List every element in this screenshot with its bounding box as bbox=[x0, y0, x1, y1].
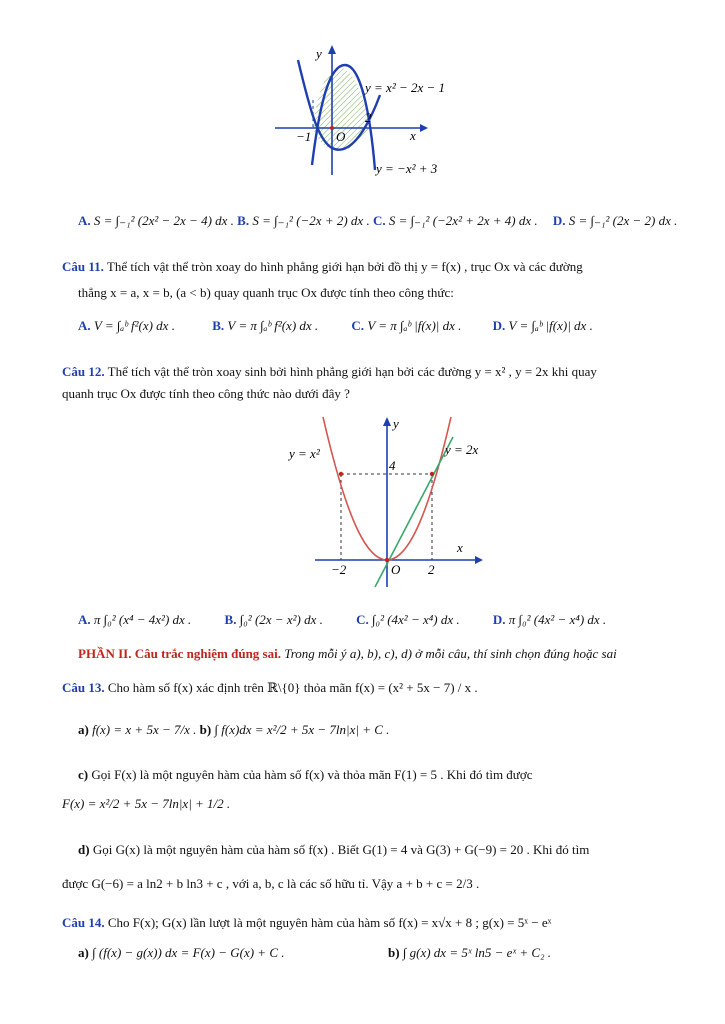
q12-a-text: π ∫₀² (x⁴ − 4x²) dx . bbox=[93, 612, 192, 627]
fig2-m2-label: −2 bbox=[331, 562, 347, 577]
q10-d-label: D. bbox=[552, 213, 566, 228]
part2-heading bbox=[78, 646, 617, 662]
figure-1-graph bbox=[270, 40, 470, 180]
q13-d-text1: Gọi G(x) là một nguyên hàm của hàm số f(x) . Biết G(1) = 4 và G(3) + G(−9) = 20 . Khi đó tìm bbox=[92, 842, 590, 857]
q12-label: Câu 12. bbox=[62, 364, 105, 379]
q11-c-text: V = π ∫ₐᵇ |f(x)| dx . bbox=[367, 318, 462, 333]
fig2-curve1-label: y = x² bbox=[289, 446, 320, 461]
q11-a-label: A. bbox=[78, 318, 91, 333]
q11-text2: thẳng x = a, x = b, (a < b) quay quanh trục Ox được tính theo công thức: bbox=[78, 285, 454, 300]
q14-a-label: a) bbox=[78, 945, 89, 960]
q12-options bbox=[78, 612, 606, 628]
q13-d-line1 bbox=[78, 842, 589, 858]
part2-title: PHẦN II. Câu trắc nghiệm đúng sai. bbox=[78, 646, 281, 661]
q11-options bbox=[78, 318, 678, 334]
q11-text1: Thể tích vật thể tròn xoay do hình phẳng giới hạn bởi đồ thị y = f(x) , trục Ox và các đường bbox=[106, 259, 583, 274]
fig1-2-label: 2 bbox=[365, 110, 372, 125]
q14-text: Cho F(x); G(x) lần lượt là một nguyên hàm của hàm số f(x) = x√x + 8 ; g(x) = 5ˣ − eˣ bbox=[107, 915, 552, 930]
q14-ab bbox=[78, 945, 285, 961]
q12-line2 bbox=[62, 386, 350, 402]
q13-c-text1: Gọi F(x) là một nguyên hàm của hàm số f(x) và thỏa mãn F(1) = 5 . Khi đó tìm được bbox=[91, 767, 533, 782]
q14-b-label: b) bbox=[388, 945, 400, 960]
fig1-origin-label: O bbox=[336, 129, 346, 144]
q11-line2 bbox=[78, 285, 454, 301]
fig2-2-label: 2 bbox=[428, 562, 435, 577]
q12-d-text: π ∫₀² (4x² − x⁴) dx . bbox=[508, 612, 607, 627]
q11-d-text: V = ∫ₐᵇ |f(x)| dx . bbox=[508, 318, 593, 333]
q10-a-text: S = ∫₋₁² (2x² − 2x − 4) dx . bbox=[93, 213, 234, 228]
part2-desc: Trong mỗi ý a), b), c), d) ở mỗi câu, thí sinh chọn đúng hoặc sai bbox=[280, 646, 617, 661]
q10-a-label: A. bbox=[78, 213, 91, 228]
q12-b-label: B. bbox=[224, 612, 237, 627]
q11-b-label: B. bbox=[212, 318, 225, 333]
q11-label: Câu 11. bbox=[62, 259, 104, 274]
figure-2-graph bbox=[285, 412, 500, 592]
fig1-y-label: y bbox=[316, 46, 322, 61]
q10-b-label: B. bbox=[237, 213, 250, 228]
q12-b-text: ∫₀² (2x − x²) dx . bbox=[239, 612, 323, 627]
q13-c-label: c) bbox=[78, 767, 89, 782]
q14-b-text: ∫ g(x) dx = 5ˣ ln5 − eˣ + C₂ . bbox=[402, 945, 552, 960]
q13-c-line1 bbox=[78, 767, 533, 783]
q14-b bbox=[388, 945, 551, 961]
q13-text: Cho hàm số f(x) xác định trên ℝ\{0} thỏa mãn f(x) = (x² + 5x − 7) / x . bbox=[107, 680, 478, 695]
q13-label: Câu 13. bbox=[62, 680, 105, 695]
q13-d-line2 bbox=[62, 876, 479, 892]
q11-a-text: V = ∫ₐᵇ f²(x) dx . bbox=[93, 318, 175, 333]
q13-line bbox=[62, 680, 478, 696]
q12-c-label: C. bbox=[356, 612, 369, 627]
q12-d-label: D. bbox=[492, 612, 506, 627]
q13-d-text2: được G(−6) = a ln2 + b ln3 + c , với a, b, c là các số hữu tỉ. Vậy a + b + c = 2/3 . bbox=[62, 876, 480, 891]
q13-c-line2 bbox=[62, 796, 230, 812]
q13-c-text2: F(x) = x²/2 + 5x − 7ln|x| + 1/2 . bbox=[62, 796, 231, 811]
q13-b-text: ∫ f(x)dx = x²/2 + 5x − 7ln|x| + C . bbox=[214, 722, 390, 737]
fig2-y-label: y bbox=[393, 416, 399, 431]
q13-a-label: a) bbox=[78, 722, 89, 737]
q11-c-label: C. bbox=[351, 318, 365, 333]
q12-c-text: ∫₀² (4x² − x⁴) dx . bbox=[371, 612, 460, 627]
q11-b-text: V = π ∫ₐᵇ f²(x) dx . bbox=[227, 318, 319, 333]
q12-a-label: A. bbox=[78, 612, 91, 627]
q12-text1: Thể tích vật thể tròn xoay sinh bởi hình phẳng giới hạn bởi các đường y = x² , y = 2x khi quay bbox=[107, 364, 597, 379]
fig1-m1-label: −1 bbox=[296, 129, 312, 144]
fig2-x-label: x bbox=[457, 540, 463, 555]
q13-d-label: d) bbox=[78, 842, 90, 857]
q13-b-label: b) bbox=[199, 722, 212, 737]
fig2-origin-label: O bbox=[391, 562, 401, 577]
q10-options bbox=[78, 213, 677, 229]
q11-line1 bbox=[62, 259, 583, 275]
q10-c-text: S = ∫₋₁² (−2x² + 2x + 4) dx . bbox=[388, 213, 538, 228]
q11-d-label: D. bbox=[492, 318, 506, 333]
fig2-4-label: 4 bbox=[389, 458, 396, 473]
q13-ab bbox=[78, 722, 389, 738]
q14-label: Câu 14. bbox=[62, 915, 105, 930]
q10-d-text: S = ∫₋₁² (2x − 2) dx . bbox=[568, 213, 678, 228]
q12-text2: quanh trục Ox được tính theo công thức nào dưới đây ? bbox=[62, 386, 350, 401]
q12-line1 bbox=[62, 364, 597, 380]
fig1-curve2-label: y = −x² + 3 bbox=[376, 161, 438, 176]
fig1-x-label: x bbox=[410, 128, 416, 143]
q13-a-text: f(x) = x + 5x − 7/x . bbox=[92, 722, 197, 737]
q14-a-text: ∫ (f(x) − g(x)) dx = F(x) − G(x) + C . bbox=[92, 945, 285, 960]
fig2-curve2-label: y = 2x bbox=[445, 442, 479, 457]
q10-c-label: C. bbox=[372, 213, 386, 228]
q14-line bbox=[62, 915, 551, 931]
fig1-curve1-label: y = x² − 2x − 1 bbox=[365, 80, 446, 95]
q10-b-text: S = ∫₋₁² (−2x + 2) dx . bbox=[252, 213, 370, 228]
